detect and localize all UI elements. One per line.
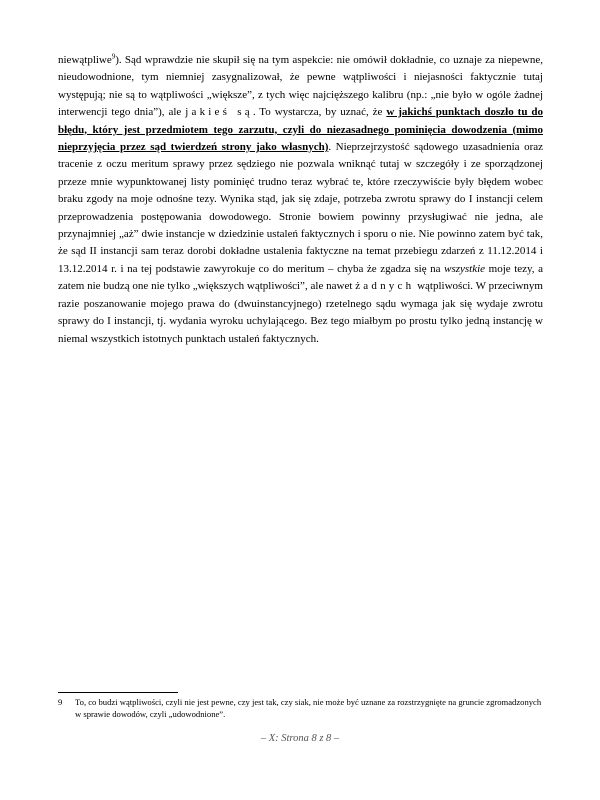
text-run: . To wystarcza, by uznać, że [252, 106, 387, 119]
emphasized-spaced-text: żadnych [355, 280, 415, 293]
page-number-footer: – X: Strona 8 z 8 – [260, 733, 340, 744]
footnote-separator [58, 692, 178, 693]
text-run: wątpliwości. W przeciwnym razie poszanowanie mojego prawa do (dwuinstancyjnego) rzetelnego sądu wymaga jak się wydaje zwrotu sprawy do I instancji, tj. wydania wyroku uchylającego. Bez tego miałbym po prostu tylko jedną instancję w niemal wszystkich istotnych punktach ustaleń faktycznych. [58, 280, 543, 345]
italic-text: wszystkie [444, 262, 486, 275]
bold-underlined-text: w jakichś punktach doszło tu do błędu, który jest przedmiotem tego zarzutu, czyli do niezasadnego pominięcia dowodzenia (mimo nieprzyjęcia przez sąd twierdzeń strony jako własnych) [58, 106, 543, 154]
text-run: niewątpliwe [58, 54, 112, 66]
text-run: moje tezy, a zatem nie budzą one nie tylko „większych wątpliwości”, ale nawet [58, 262, 544, 293]
text-run: ). Sąd wprawdzie nie skupił się na tym aspekcie: nie omówił dokładnie, co uznaje za niepewne, nieudowodnione, tym niemniej zasygnalizował, że pewne wątpliwości i niejasności faktycznie tutaj występują; nie są to wątpliwości „większe”, z tych więc najcięższego kalibru (np.: „nie było w ogóle żadnej interwencji tego dnia”), ale [58, 54, 543, 119]
body-text [58, 52, 543, 348]
footnote-reference[interactable]: 9 [111, 52, 116, 61]
paragraph [58, 52, 543, 348]
emphasized-spaced-text: jakieś są [185, 106, 253, 119]
text-run: . Nieprzejrzystość sądowego uzasadnienia oraz tracenie z oczu meritum sprawy przez sędziego nie pozwala wniknąć tutaj w szczegóły i ze sporządzonej przeze mnie wypunktowanej listy pominięć trudno teraz wybrać te, które rzeczywiście były błędem wobec braku zgody na moje odnośne tezy. Wynika stąd, jak się zdaje, potrzeba zwrotu sprawy do I instancji celem przeprowadzenia postępowania dowodowego. Stronie bowiem powinny przysługiwać nie jedna, ale przynajmniej „aż” dwie instancje w dziedzinie ustaleń faktycznych i sporu o nie. Nie powinno zatem być tak, że sąd II instancji sam teraz dorobi dokładne ustalenia faktyczne na temat przebiegu zdarzeń z 11.12.2014 i 13.12.2014 r. i na tej podstawie zawyrokuje co do meritum – chyba że zgadza się na [58, 141, 543, 275]
footnote-number: 9 [58, 697, 63, 707]
footnote-text: To, co budzi wątpliwości, czyli nie jest pewne, czy jest tak, czy siak, nie może być uznane za rozstrzygnięte na gruncie zgromadzonych w sprawie dowodów, czyli „udowodnione”. [75, 697, 542, 719]
footnote [58, 697, 543, 720]
